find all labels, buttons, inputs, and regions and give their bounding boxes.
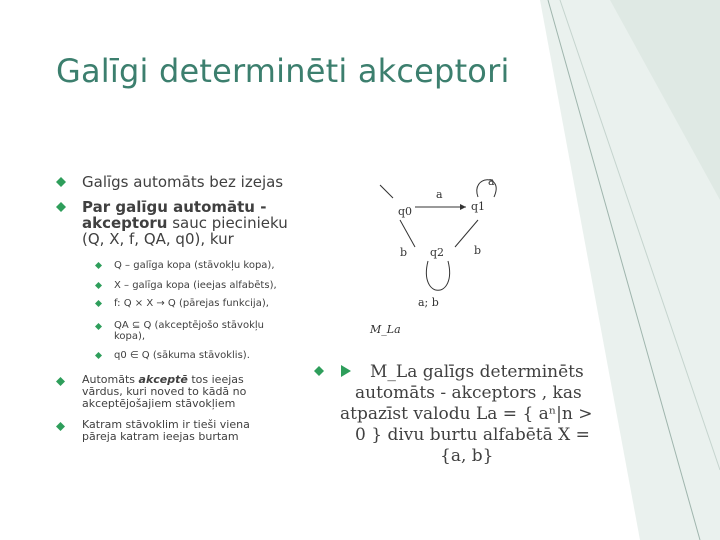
bullet-icon bbox=[314, 366, 324, 376]
state-q2: q2 bbox=[430, 246, 445, 259]
bullet-accepts bbox=[82, 374, 282, 410]
slide-title: Galīgi determinēti akceptori bbox=[56, 52, 510, 90]
sub-bullet-icon bbox=[95, 352, 102, 359]
bullet-icon bbox=[56, 202, 66, 212]
automaton-diagram bbox=[360, 165, 530, 345]
bullet-one-transition: Katram stāvoklim ir tieši viena pāreja katram ieejas burtam bbox=[82, 418, 250, 443]
bullet-definition bbox=[82, 199, 297, 247]
state-q1: q1 bbox=[471, 200, 486, 213]
definition-line-1: M_La galīgs determinēts bbox=[370, 362, 584, 382]
sub-bullet-start: q0 ∈ Q (sākuma stāvoklis). bbox=[114, 350, 250, 361]
definition-line-2: automāts - akceptors , kas bbox=[355, 383, 582, 403]
bullet-icon bbox=[56, 177, 66, 187]
state-q0: q0 bbox=[398, 205, 413, 218]
definition-term: Par galīgu automātu - akceptoru bbox=[82, 198, 267, 232]
sub-bullet-icon bbox=[95, 282, 102, 289]
bullet-icon bbox=[56, 422, 65, 431]
bullet-automaton: Galīgs automāts bez izejas bbox=[82, 173, 284, 191]
sub-bullet-icon bbox=[95, 323, 102, 330]
sub-bullet-accepting: QA ⊆ Q (akceptējošo stāvokļu kopa), bbox=[114, 320, 264, 342]
sub-bullet-icon bbox=[95, 300, 102, 307]
edge-label-q2-loop: a; b bbox=[418, 296, 439, 309]
edge-label-q1-loop: a bbox=[488, 175, 495, 188]
definition-line-3: atpazīst valodu La = { aⁿ|n > bbox=[340, 404, 593, 424]
accepts-rest: tos ieejas vārdus, kuri noved to kādā no akceptējošajiem stāvokļiem bbox=[82, 373, 247, 410]
arrow-bullet-icon bbox=[340, 365, 352, 377]
definition-line-4: 0 } divu burtu alfabētā X = bbox=[355, 425, 590, 445]
accepts-prefix: Automāts bbox=[82, 373, 139, 386]
sub-bullet-transition: f: Q × X → Q (pārejas funkcija), bbox=[114, 298, 269, 309]
edge-label-q0-q2: b bbox=[400, 246, 408, 259]
bullet-icon bbox=[56, 377, 65, 386]
edge-label-q1-q2: b bbox=[474, 244, 482, 257]
sub-bullet-states: Q – galīga kopa (stāvokļu kopa), bbox=[114, 260, 275, 271]
sub-bullet-alphabet: X – galīga kopa (ieejas alfabēts), bbox=[114, 280, 277, 291]
edge-label-q0-q1: a bbox=[436, 188, 443, 201]
sub-bullet-icon bbox=[95, 262, 102, 269]
definition-text: sauc piecinieku (Q, X, f, QA, q0), kur bbox=[82, 214, 288, 248]
definition-line-5: {a, b} bbox=[440, 446, 494, 466]
accepts-term: akceptē bbox=[138, 373, 188, 386]
diagram-label: M_La bbox=[370, 323, 401, 336]
